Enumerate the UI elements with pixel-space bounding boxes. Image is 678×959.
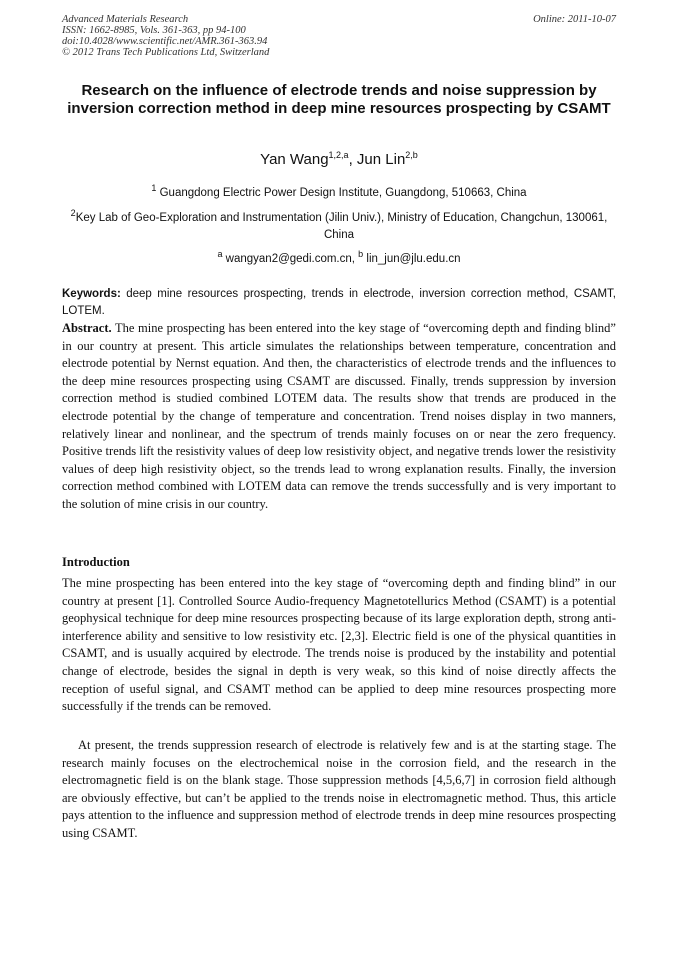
author-name: Yan Wang <box>260 151 329 168</box>
affiliation-text: Guangdong Electric Power Design Institute, Guangdong, 510663, China <box>156 186 527 199</box>
keywords-section <box>62 286 616 320</box>
email-address[interactable]: wangyan2@gedi.com.cn, <box>222 252 359 265</box>
paragraph: The mine prospecting has been entered into the key stage of “overcoming depth and finding blind” in our country at present [1]. Controlled Source Audio-frequency Magnetotellurics Method (CSAMT) is a potential geophysical technique for deep mine resources prospecting because of its large exploration depth, strong anti-interference ability and sensitive to low resistivity etc. [2,3]. Electric field is one of the physical quantities in CSAMT, and is usually acquired by electrode. The trends noise is produced by the instability and potential change of electrode, besides the signal in depth is very weak, so this kind of noise directly affects the reception of useful signal, and CSAMT method can be applied to deep mine resources prospecting more successfully if the trends can be removed. <box>62 576 616 714</box>
affiliation-1 <box>62 180 616 202</box>
author-name: Jun Lin <box>356 151 406 168</box>
email-address[interactable]: lin_jun@jlu.edu.cn <box>363 252 461 265</box>
journal-name: Advanced Materials Research <box>62 14 189 25</box>
abstract-section <box>62 320 616 514</box>
author-line <box>62 146 616 169</box>
doi-line[interactable]: doi:10.4028/www.scientific.net/AMR.361-363.94 <box>62 36 268 47</box>
section-heading: Introduction <box>62 555 130 569</box>
author-affiliation-mark: 1,2,a <box>328 150 349 160</box>
online-date: Online: 2011-10-07 <box>533 14 616 25</box>
keywords-label: Keywords: <box>62 288 121 300</box>
affiliation-2 <box>62 205 616 244</box>
abstract-label: Abstract. <box>62 321 112 335</box>
paragraph: At present, the trends suppression research of electrode is relatively few and is at the starting stage. The research mainly focuses on the electrochemical noise in the corrosion field, and the research in the electromagnetic field is on the blank stage. Those suppression methods [4,5,6,7] in corrosion field although are obviously effective, but can’t be applied to the trends noise in electromagnetic method. Thus, this article pays attention to the influence and suppression method of electrode trends in deep mine resources prospecting using CSAMT. <box>62 738 616 840</box>
email-line <box>62 246 616 268</box>
paper-title: Research on the influence of electrode trends and noise suppression by inversion correction method in deep mine resources prospecting by CSAMT <box>67 82 611 117</box>
affiliation-mark: 2 <box>70 208 76 218</box>
abstract-text: The mine prospecting has been entered into the key stage of “overcoming depth and finding blind” in our country at present. This article simulates the relationships between temperature, concentration and electrode potential by Nernst equation. And then, the characteristics of electrode trends and the influences to the deep mine resources prospecting using CSAMT are discussed. Finally, trends suppression by inversion correction method is studied combined LOTEM data. The results show that trends are produced in the electrode potential by the change of temperature and concentration. Trend noises display in two manners, relatively linear and nonlinear, and the spectrum of trends mainly focuses on or near the zero frequency. Positive trends lift the resistivity values of deep low resistivity object, and negative trends lower the resistivity values of deep high resistivity object, so the trends lead to wrong explanation results. Finally, the inversion correction method combined with LOTEM data can remove the trends successfully and is very important to the solution of mine crisis in our country. <box>62 321 616 511</box>
email-mark: b <box>358 249 364 259</box>
affiliation-mark: 1 <box>151 183 157 193</box>
keywords-text: deep mine resources prospecting, trends in electrode, inversion correction method, CSAMT, LOTEM. <box>62 288 616 317</box>
author-affiliation-mark: 2,b <box>405 150 418 160</box>
affiliation-text: Key Lab of Geo-Exploration and Instrumentation (Jilin Univ.), Ministry of Education, Changchun, 130061, China <box>75 211 608 241</box>
publication-header <box>62 14 616 58</box>
author-separator: , <box>348 151 357 168</box>
copyright-line: © 2012 Trans Tech Publications Ltd, Switzerland <box>62 47 270 58</box>
issn-line: ISSN: 1662-8985, Vols. 361-363, pp 94-100 <box>62 25 246 36</box>
email-mark: a <box>217 249 223 259</box>
